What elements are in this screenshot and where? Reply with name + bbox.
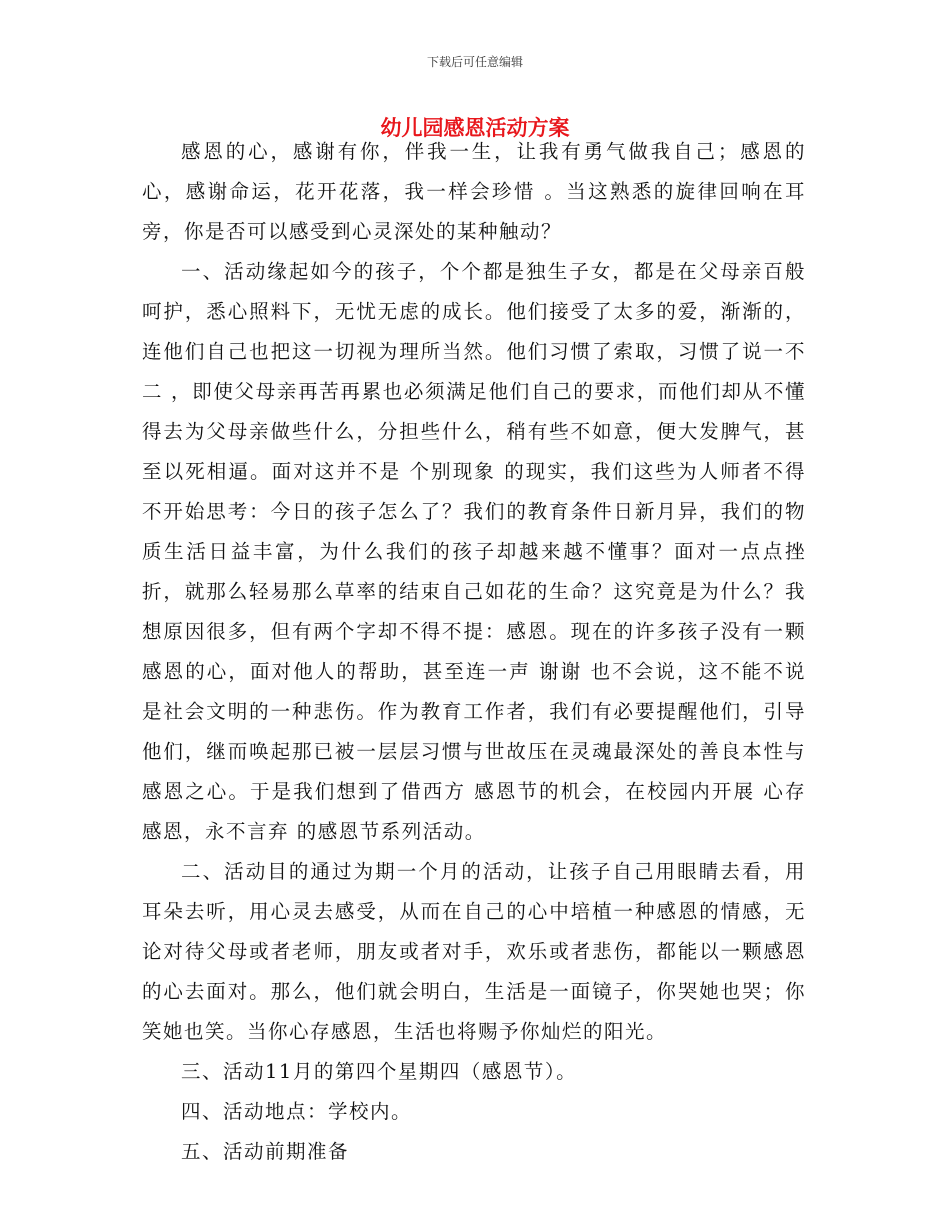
paragraph-time: 三、活动11月的第四个星期四（感恩节）。	[181, 1060, 578, 1083]
paragraph-origin: 一、活动缘起如今的孩子，个个都是独生子女，都是在父母亲百般呵护，悉心照料下，无忧无虑的成长。他们接受了太多的爱，渐渐的，连他们自己也把这一切视为理所当然。他们习惯了索取，习惯了说一不二 ，即使父母亲再苦再累也必须满足他们自己的要求，而他们却从不懂得去为父母亲做些什么，分担些什么，稍有些不如意，便大发脾气，甚至以死相逼。面对这并不是 个别现象 的现实，我们这些为人师者不得不开始思考：今日的孩子怎么了？我们的教育条件日新月异，我们的物质生活日益丰富，为什么我们的孩子却越来越不懂事？面对一点点挫折，就那么轻易那么草率的结束自己如花的生命？这究竟是为什么？我想原因很多，但有两个字却不得不提：感恩。现在的许多孩子没有一颗感恩的心，面对他人的帮助，甚至连一声 谢谢 也不会说，这不能不说是社会文明的一种悲伤。作为教育工作者，我们有必要提醒他们，引导他们，继而唤起那已被一层层习惯与世故压在灵魂最深处的善良本性与感恩之心。于是我们想到了借西方 感恩节的机会，在校园内开展 心存感恩，永不言弃 的感恩节系列活动。	[142, 260, 806, 843]
paragraph-location: 四、活动地点：学校内。	[181, 1100, 413, 1123]
paragraph-preparation: 五、活动前期准备	[181, 1140, 350, 1163]
document-title: 幼儿园感恩活动方案	[380, 116, 570, 140]
document-body	[142, 132, 806, 1172]
header-note: 下载后可任意编辑	[426, 55, 523, 69]
paragraph-purpose: 二、活动目的通过为期一个月的活动，让孩子自己用眼睛去看，用耳朵去听，用心灵去感受，从而在自己的心中培植一种感恩的情感，无论对待父母或者老师，朋友或者对手，欢乐或者悲伤，都能以一颗感恩的心去面对。那么，他们就会明白，生活是一面镜子，你哭她也哭；你笑她也笑。当你心存感恩，生活也将赐予你灿烂的阳光。	[142, 860, 806, 1043]
paragraph-intro: 感恩的心，感谢有你，伴我一生，让我有勇气做我自己；感恩的心，感谢命运，花开花落，我一样会珍惜 。当这熟悉的旋律回响在耳旁，你是否可以感受到心灵深处的某种触动？	[142, 140, 806, 243]
